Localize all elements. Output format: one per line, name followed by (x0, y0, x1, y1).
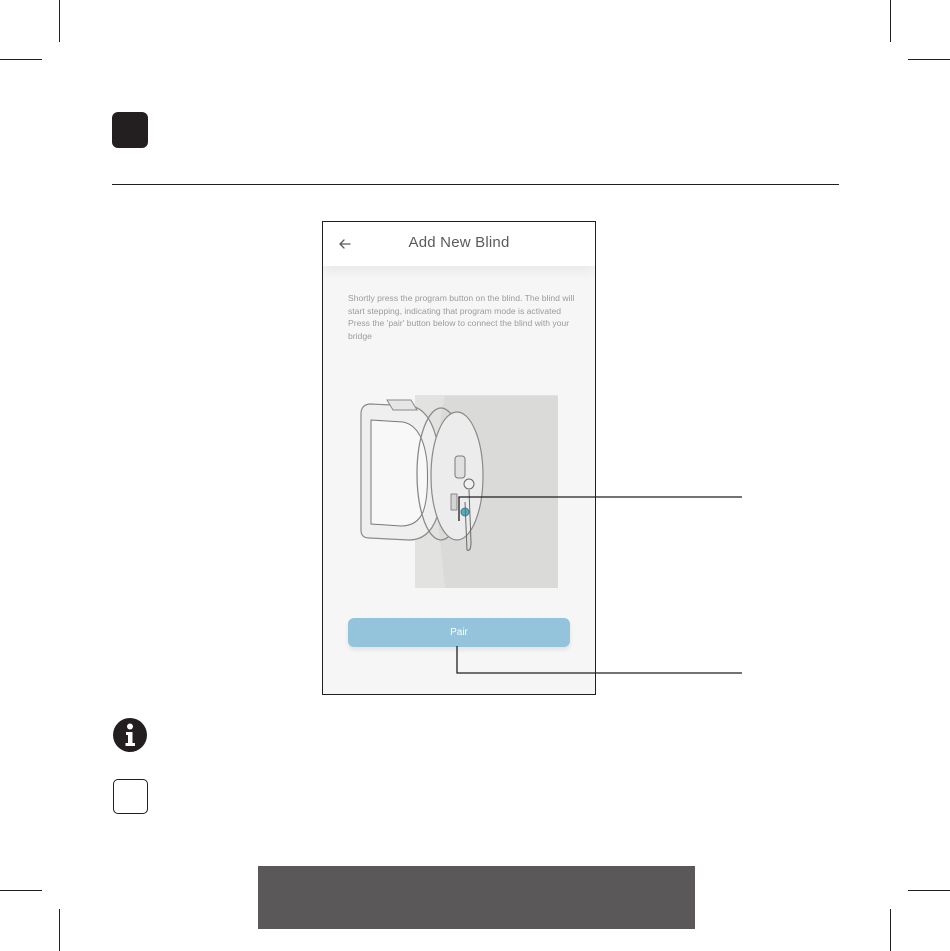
app-screenshot (322, 221, 596, 695)
crop-mark (59, 0, 60, 42)
note-marker-box (113, 779, 148, 814)
footer-bar (258, 866, 695, 929)
instruction-text: Shortly press the program button on the blind. The blind will start stepping, indicating that program mode is activated Press the 'pair' button below to connect the blind with your bridge (348, 293, 575, 341)
pair-button[interactable]: Pair (348, 618, 570, 647)
crop-mark (908, 890, 950, 891)
step-number-square (112, 112, 148, 148)
crop-mark (890, 909, 891, 951)
blind-motor-illustration (353, 392, 563, 592)
section-divider (112, 184, 839, 185)
crop-mark (0, 59, 42, 60)
crop-mark (59, 909, 60, 951)
page-title: Add New Blind (408, 234, 510, 251)
crop-mark (908, 59, 950, 60)
app-header (323, 222, 595, 266)
crop-mark (0, 890, 42, 891)
info-icon (112, 717, 148, 753)
crop-mark (890, 0, 891, 42)
